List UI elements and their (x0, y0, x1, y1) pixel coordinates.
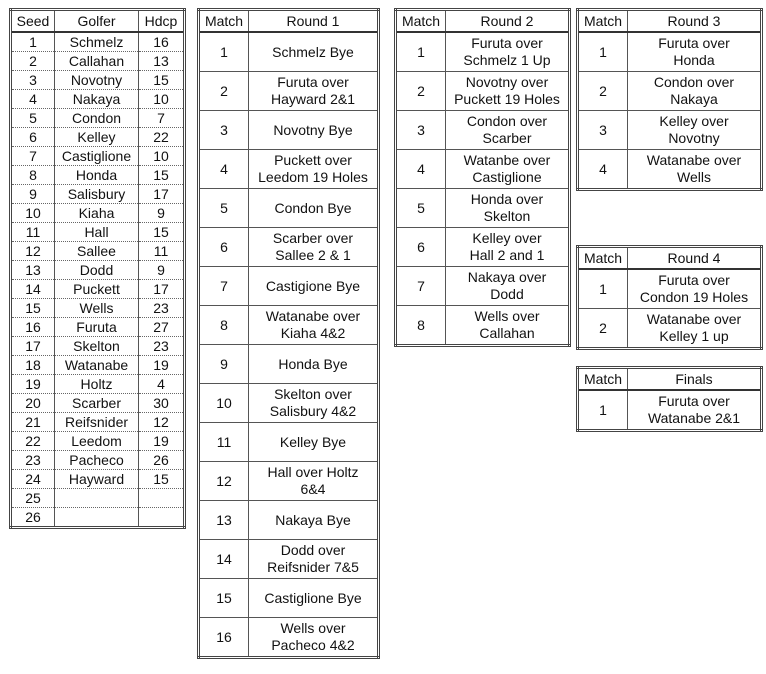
match-number: 2 (199, 72, 249, 111)
round-1-match-row (199, 345, 379, 384)
match-number: 3 (396, 111, 446, 150)
match-result-line: Callahan (479, 325, 535, 341)
match-result-line: Nakaya (670, 91, 718, 107)
round-1-match-row (199, 32, 379, 72)
round-2-match-row (396, 72, 570, 111)
handicap: 15 (139, 166, 185, 185)
round-3-header (578, 10, 762, 33)
seed-table-body (11, 32, 185, 528)
match-result-line: Kelley over (659, 113, 729, 129)
match-number: 4 (396, 150, 446, 189)
round-3-title: Round 3 (628, 10, 762, 33)
seed-table-header (11, 10, 185, 33)
match-number: 6 (396, 228, 446, 267)
match-result-line: Castiglione (472, 169, 542, 185)
round-1-body (199, 32, 379, 658)
match-result (628, 309, 762, 349)
match-number: 7 (199, 267, 249, 306)
match-result (628, 32, 762, 72)
match-result-line: Honda (673, 52, 715, 68)
seed-row (11, 223, 185, 242)
match-result-line: Novotny (668, 130, 720, 146)
seed-row (11, 90, 185, 109)
finals-title: Finals (628, 368, 762, 391)
seed-table (9, 8, 186, 529)
match-result-line: Wells over (280, 620, 346, 636)
seed-number: 17 (11, 337, 55, 356)
match-result-line: Wells (677, 169, 711, 185)
match-result-line: Scarber over (272, 230, 354, 246)
golfer-name: Reifsnider (55, 413, 139, 432)
seed-number: 18 (11, 356, 55, 375)
seed-number: 20 (11, 394, 55, 413)
match-result (249, 462, 379, 501)
match-result (446, 72, 570, 111)
match-result (628, 72, 762, 111)
match-result-line: Reifsnider 7&5 (267, 559, 359, 575)
round-1-match-row (199, 579, 379, 618)
match-number: 3 (578, 111, 628, 150)
match-number: 1 (578, 390, 628, 431)
handicap: 17 (139, 185, 185, 204)
round-1-match-row (199, 423, 379, 462)
seed-number: 4 (11, 90, 55, 109)
round-1-match-header: Match (199, 10, 249, 33)
seed-row (11, 280, 185, 299)
finals-body (578, 390, 762, 431)
golfer-name: Salisbury (55, 185, 139, 204)
handicap: 19 (139, 356, 185, 375)
round-3-body (578, 32, 762, 190)
golfer-name: Honda (55, 166, 139, 185)
match-result-line: Dodd (490, 286, 524, 302)
match-number: 14 (199, 540, 249, 579)
match-result (249, 618, 379, 658)
match-result (249, 501, 379, 540)
match-result-line: Novotny Bye (273, 121, 353, 138)
round-4-match-row (578, 309, 762, 349)
match-result-line: Honda over (470, 191, 544, 207)
seed-number: 24 (11, 470, 55, 489)
round-2-title: Round 2 (446, 10, 570, 33)
seed-row (11, 337, 185, 356)
seed-number: 3 (11, 71, 55, 90)
golfer-name: Skelton (55, 337, 139, 356)
match-number: 1 (199, 32, 249, 72)
round-1-match-row (199, 72, 379, 111)
round-1-match-row (199, 306, 379, 345)
match-number: 4 (578, 150, 628, 190)
match-number: 2 (578, 72, 628, 111)
golfer-name: Hall (55, 223, 139, 242)
round-1-match-row (199, 228, 379, 267)
round-3-match-row (578, 72, 762, 111)
match-result-line: Condon over (466, 113, 548, 129)
golfer-name: Kiaha (55, 204, 139, 223)
seed-number: 1 (11, 32, 55, 52)
match-result (249, 111, 379, 150)
match-result-line: Salisbury 4&2 (269, 403, 357, 419)
match-result (628, 111, 762, 150)
golfer-name: Leedom (55, 432, 139, 451)
match-result-line: Leedom 19 Holes (258, 169, 368, 185)
match-result-line: Puckett 19 Holes (454, 91, 560, 107)
match-result (446, 32, 570, 72)
hdcp-column-header: Hdcp (139, 10, 185, 33)
match-result-line: Hall 2 and 1 (469, 247, 545, 263)
handicap (139, 489, 185, 508)
match-number: 10 (199, 384, 249, 423)
match-result (249, 345, 379, 384)
match-result (249, 579, 379, 618)
seed-number: 7 (11, 147, 55, 166)
match-result (249, 32, 379, 72)
round-4-header (578, 247, 762, 270)
seed-number: 25 (11, 489, 55, 508)
match-result (446, 150, 570, 189)
round-2-header (396, 10, 570, 33)
round-2-match-row (396, 228, 570, 267)
round-4-match-row (578, 269, 762, 309)
handicap: 15 (139, 71, 185, 90)
golfer-name: Sallee (55, 242, 139, 261)
handicap: 22 (139, 128, 185, 147)
seed-row (11, 394, 185, 413)
seed-row (11, 242, 185, 261)
round-1-match-row (199, 618, 379, 658)
seed-number: 26 (11, 508, 55, 528)
seed-row (11, 261, 185, 280)
match-number: 12 (199, 462, 249, 501)
handicap: 9 (139, 204, 185, 223)
handicap: 15 (139, 470, 185, 489)
match-result-line: Kelley 1 up (659, 328, 729, 344)
golfer-name: Pacheco (55, 451, 139, 470)
handicap: 9 (139, 261, 185, 280)
match-number: 5 (199, 189, 249, 228)
match-result-line: Schmelz 1 Up (463, 52, 551, 68)
seed-row (11, 185, 185, 204)
match-result-line: Furuta over (277, 74, 349, 90)
round-2-match-row (396, 111, 570, 150)
handicap: 17 (139, 280, 185, 299)
match-number: 2 (396, 72, 446, 111)
match-result (628, 269, 762, 309)
seed-number: 13 (11, 261, 55, 280)
golfer-name: Castiglione (55, 147, 139, 166)
round-3-match-row (578, 111, 762, 150)
seed-row (11, 166, 185, 185)
finals-header (578, 368, 762, 391)
handicap: 11 (139, 242, 185, 261)
seed-number: 22 (11, 432, 55, 451)
seed-row (11, 508, 185, 528)
match-result (249, 384, 379, 423)
round-1-match-row (199, 384, 379, 423)
match-result-line: Wells over (474, 308, 540, 324)
round-2-match-row (396, 32, 570, 72)
round-3-match-row (578, 32, 762, 72)
seed-row (11, 413, 185, 432)
match-result-line: 6&4 (300, 481, 326, 497)
golfer-name: Furuta (55, 318, 139, 337)
match-result-line: Condon Bye (274, 199, 352, 216)
golfer-name (55, 489, 139, 508)
match-result-line: Furuta over (471, 35, 543, 51)
finals-match-header: Match (578, 368, 628, 391)
seed-number: 6 (11, 128, 55, 147)
round-1-match-row (199, 150, 379, 189)
handicap: 10 (139, 90, 185, 109)
round-1-match-row (199, 540, 379, 579)
handicap: 15 (139, 223, 185, 242)
round-4-body (578, 269, 762, 349)
round-1-table (197, 8, 380, 659)
match-number: 1 (578, 269, 628, 309)
golfer-name: Novotny (55, 71, 139, 90)
golfer-name: Schmelz (55, 32, 139, 52)
seed-row (11, 71, 185, 90)
seed-number: 19 (11, 375, 55, 394)
match-number: 11 (199, 423, 249, 462)
match-number: 6 (199, 228, 249, 267)
match-result-line: Novotny over (465, 74, 549, 90)
match-result-line: Hayward 2&1 (270, 91, 356, 107)
match-result-line: Kiaha 4&2 (280, 325, 346, 341)
match-result (446, 267, 570, 306)
match-result (628, 150, 762, 190)
match-result-line: Honda Bye (278, 355, 348, 372)
handicap: 13 (139, 52, 185, 71)
match-result-line: Kelley Bye (279, 433, 347, 450)
match-result-line: Furuta over (658, 272, 730, 288)
seed-number: 21 (11, 413, 55, 432)
round-4-title: Round 4 (628, 247, 762, 270)
golfer-column-header: Golfer (55, 10, 139, 33)
round-3-match-row (578, 150, 762, 190)
seed-column-header: Seed (11, 10, 55, 33)
seed-row (11, 32, 185, 52)
match-result-line: Nakaya Bye (275, 511, 351, 528)
seed-row (11, 299, 185, 318)
seed-row (11, 52, 185, 71)
handicap: 16 (139, 32, 185, 52)
round-1-title: Round 1 (249, 10, 379, 33)
seed-number: 11 (11, 223, 55, 242)
match-number: 3 (199, 111, 249, 150)
golfer-name: Kelley (55, 128, 139, 147)
seed-row (11, 375, 185, 394)
match-number: 4 (199, 150, 249, 189)
match-result (249, 306, 379, 345)
seed-number: 8 (11, 166, 55, 185)
match-number: 7 (396, 267, 446, 306)
round-3-table (576, 8, 763, 191)
seed-row (11, 318, 185, 337)
golfer-name: Scarber (55, 394, 139, 413)
match-result-line: Watanbe over (463, 152, 551, 168)
seed-row (11, 451, 185, 470)
round-1-match-row (199, 189, 379, 228)
match-result-line: Condon over (653, 74, 735, 90)
round-2-match-row (396, 306, 570, 346)
round-1-match-row (199, 501, 379, 540)
round-3-match-header: Match (578, 10, 628, 33)
seed-row (11, 128, 185, 147)
match-result (249, 189, 379, 228)
golfer-name: Watanabe (55, 356, 139, 375)
seed-row (11, 489, 185, 508)
match-result-line: Puckett over (274, 152, 352, 168)
match-result-line: Pacheco 4&2 (271, 637, 355, 653)
match-result-line: Hall over Holtz (267, 464, 359, 480)
match-result-line: Nakaya over (467, 269, 547, 285)
seed-row (11, 147, 185, 166)
handicap: 10 (139, 147, 185, 166)
handicap: 4 (139, 375, 185, 394)
round-2-table (394, 8, 571, 347)
match-number: 2 (578, 309, 628, 349)
match-result-line: Skelton (483, 208, 531, 224)
match-number: 1 (396, 32, 446, 72)
finals-table (576, 366, 763, 432)
match-result-line: Furuta over (658, 393, 730, 409)
golfer-name: Puckett (55, 280, 139, 299)
round-2-body (396, 32, 570, 346)
golfer-name: Nakaya (55, 90, 139, 109)
handicap (139, 508, 185, 528)
seed-number: 14 (11, 280, 55, 299)
seed-number: 16 (11, 318, 55, 337)
golfer-name: Holtz (55, 375, 139, 394)
round-2-match-row (396, 189, 570, 228)
round-1-header (199, 10, 379, 33)
match-result (249, 423, 379, 462)
match-result-line: Watanabe over (646, 152, 742, 168)
seed-number: 12 (11, 242, 55, 261)
match-number: 8 (396, 306, 446, 346)
match-number: 5 (396, 189, 446, 228)
match-result-line: Dodd over (280, 542, 346, 558)
match-result (249, 267, 379, 306)
golfer-name: Wells (55, 299, 139, 318)
match-result (446, 189, 570, 228)
match-result-line: Furuta over (658, 35, 730, 51)
seed-row (11, 470, 185, 489)
match-number: 15 (199, 579, 249, 618)
match-result-line: Watanabe over (646, 311, 742, 327)
seed-row (11, 356, 185, 375)
handicap: 30 (139, 394, 185, 413)
handicap: 19 (139, 432, 185, 451)
round-1-match-row (199, 462, 379, 501)
match-result-line: Watanabe 2&1 (647, 410, 741, 426)
seed-row (11, 109, 185, 128)
match-number: 16 (199, 618, 249, 658)
seed-number: 23 (11, 451, 55, 470)
handicap: 7 (139, 109, 185, 128)
match-result (628, 390, 762, 431)
golfer-name: Callahan (55, 52, 139, 71)
match-result-line: Kelley over (472, 230, 542, 246)
seed-row (11, 432, 185, 451)
golfer-name (55, 508, 139, 528)
seed-number: 2 (11, 52, 55, 71)
match-result (446, 111, 570, 150)
match-result (249, 150, 379, 189)
round-1-match-row (199, 267, 379, 306)
match-result (249, 72, 379, 111)
round-2-match-row (396, 150, 570, 189)
handicap: 12 (139, 413, 185, 432)
match-result-line: Castiglione Bye (264, 589, 362, 606)
handicap: 23 (139, 299, 185, 318)
match-result-line: Scarber (482, 130, 532, 146)
golfer-name: Condon (55, 109, 139, 128)
round-2-match-header: Match (396, 10, 446, 33)
seed-row (11, 204, 185, 223)
match-result (249, 228, 379, 267)
match-number: 13 (199, 501, 249, 540)
match-result (446, 228, 570, 267)
match-number: 9 (199, 345, 249, 384)
seed-number: 9 (11, 185, 55, 204)
match-result-line: Schmelz Bye (272, 43, 354, 60)
handicap: 26 (139, 451, 185, 470)
seed-number: 5 (11, 109, 55, 128)
match-result-line: Sallee 2 & 1 (275, 247, 351, 263)
golfer-name: Dodd (55, 261, 139, 280)
match-result-line: Castigione Bye (265, 277, 361, 294)
match-result-line: Watanabe over (265, 308, 361, 324)
match-result (249, 540, 379, 579)
match-result (446, 306, 570, 346)
golfer-name: Hayward (55, 470, 139, 489)
round-4-table (576, 245, 763, 350)
match-result-line: Condon 19 Holes (639, 289, 749, 305)
round-2-match-row (396, 267, 570, 306)
match-number: 8 (199, 306, 249, 345)
match-number: 1 (578, 32, 628, 72)
handicap: 27 (139, 318, 185, 337)
handicap: 23 (139, 337, 185, 356)
seed-number: 10 (11, 204, 55, 223)
seed-number: 15 (11, 299, 55, 318)
match-result-line: Skelton over (274, 386, 352, 402)
finals-match-row (578, 390, 762, 431)
round-4-match-header: Match (578, 247, 628, 270)
round-1-match-row (199, 111, 379, 150)
